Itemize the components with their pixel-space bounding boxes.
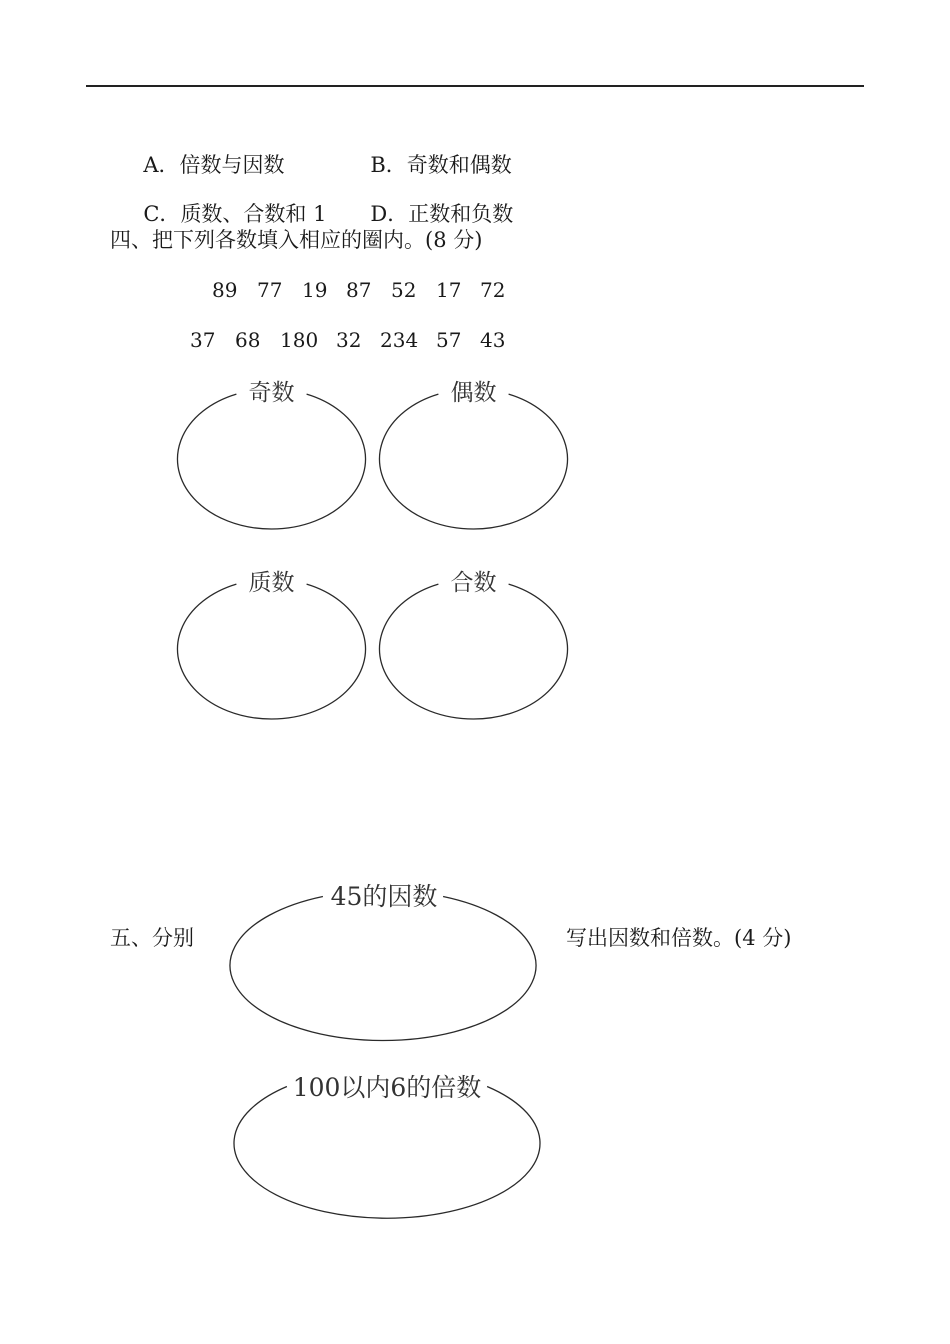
even-numbers-circle bbox=[380, 394, 568, 529]
number: 77 bbox=[257, 278, 283, 302]
number: 37 bbox=[190, 328, 216, 352]
prime-circle-label: 质数 bbox=[248, 570, 295, 596]
number: 89 bbox=[212, 278, 238, 302]
odd-circle-label: 奇数 bbox=[248, 380, 295, 406]
number: 234 bbox=[380, 328, 419, 352]
number: 180 bbox=[280, 328, 319, 352]
number: 32 bbox=[336, 328, 362, 352]
q5-heading-left: 五、分别 bbox=[110, 926, 194, 950]
option-d-letter: D． bbox=[370, 202, 409, 226]
number: 52 bbox=[391, 278, 417, 302]
number: 68 bbox=[235, 328, 261, 352]
q4-heading: 四、把下列各数填入相应的圈内。(8 分) bbox=[110, 228, 483, 252]
composite-numbers-circle bbox=[380, 584, 568, 719]
factors-of-45-circle bbox=[230, 897, 536, 1041]
q5-heading-right: 写出因数和倍数。(4 分) bbox=[566, 926, 792, 950]
even-circle-label: 偶数 bbox=[450, 380, 497, 406]
number: 72 bbox=[480, 278, 506, 302]
number: 17 bbox=[436, 278, 462, 302]
option-d-text: 正数和负数 bbox=[408, 202, 514, 226]
multiples-of-6-circle bbox=[234, 1087, 540, 1219]
option-a-text: 倍数与因数 bbox=[179, 153, 285, 177]
option-b-text: 奇数和偶数 bbox=[406, 153, 512, 177]
factors-circle-label: 45的因数 bbox=[330, 882, 438, 911]
option-a-letter: A． bbox=[143, 153, 180, 177]
number: 57 bbox=[436, 328, 462, 352]
composite-circle-label: 合数 bbox=[450, 570, 497, 596]
prime-numbers-circle bbox=[178, 584, 366, 719]
number: 87 bbox=[346, 278, 372, 302]
multiples-circle-label: 100以内6的倍数 bbox=[292, 1073, 482, 1102]
number: 43 bbox=[480, 328, 506, 352]
option-b-letter: B． bbox=[370, 153, 407, 177]
odd-numbers-circle bbox=[178, 394, 366, 529]
option-c-text: 质数、合数和 1 bbox=[180, 202, 327, 226]
number: 19 bbox=[302, 278, 328, 302]
option-c-letter: C． bbox=[143, 202, 181, 226]
